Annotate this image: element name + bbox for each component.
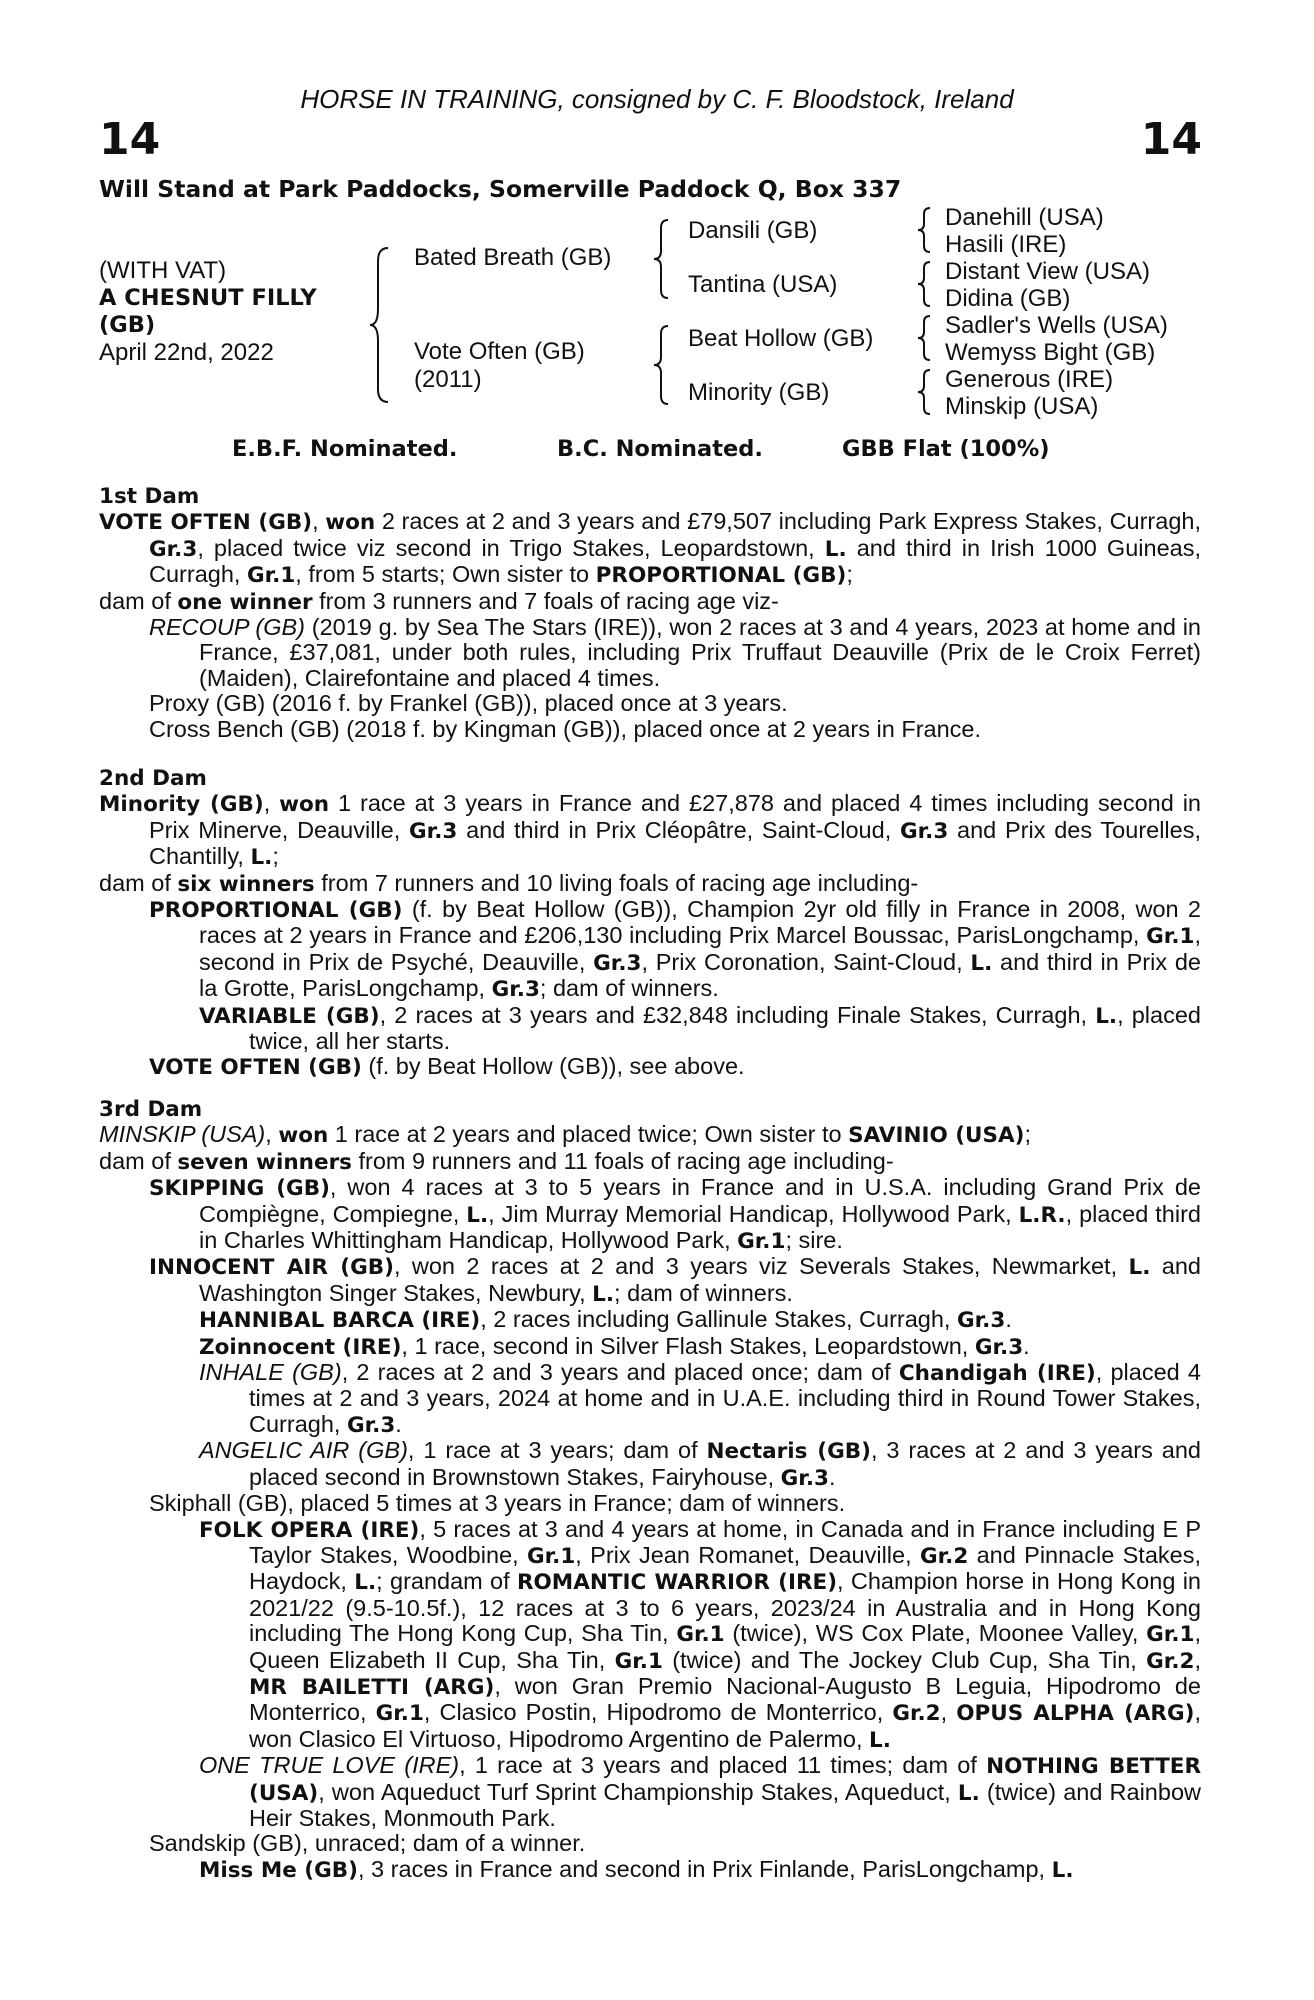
bold-text: won	[279, 792, 330, 818]
entry-text: , 2 races at 2 and 3 years and placed once; dam of	[341, 1359, 899, 1386]
pedigree-entry	[99, 1334, 1201, 1360]
entry-text: and third in Prix Cléopâtre, Saint-Cloud,	[457, 816, 900, 843]
entry-text: , Champion horse in Hong Kong in 2021/22 (9.5-10.5f.), 12 races at 3 to 6 years, 2023/24 in Australia and in Hong Kong including The Hong Kong Cup, Sha Tin,	[249, 1568, 1201, 1647]
entry-text: , won 4 races at 3 to 5 years in France and in U.S.A. including Grand Prix de Compiègne, Compiegne,	[199, 1174, 1201, 1227]
vat-label: (WITH VAT)	[99, 257, 227, 284]
entry-text: .	[395, 1410, 402, 1437]
bold-text: Chandigah (IRE)	[898, 1361, 1096, 1387]
entry-text: dam of	[99, 869, 178, 896]
entry-text: , second in Prix de Psyché, Deauville,	[199, 922, 1201, 975]
bold-text: Gr.3	[346, 1412, 396, 1438]
italic-text: RECOUP (GB)	[149, 614, 306, 641]
bold-text: Gr.3	[491, 977, 540, 1003]
gen3-brace-2	[916, 260, 934, 308]
entry-text: and third in Prix de la Grotte, ParisLongchamp,	[199, 948, 1201, 1002]
bold-text: Nectaris (GB)	[706, 1439, 871, 1465]
bold-text: L.	[1128, 1255, 1151, 1281]
entry-text: Proxy (GB) (2016 f. by Frankel (GB)), placed once at 3 years.	[149, 690, 788, 717]
entry-text: and Prix des Tourelles, Chantilly,	[149, 816, 1201, 870]
bold-text: HANNIBAL BARCA (IRE)	[199, 1308, 481, 1334]
pedigree-entry	[99, 1438, 1201, 1491]
pedigree-entry	[99, 1149, 1201, 1175]
bold-text: PROPORTIONAL (GB)	[595, 563, 847, 589]
entry-text: ; sire.	[785, 1227, 843, 1254]
gen3-5: Sadler's Wells (USA)	[945, 312, 1168, 339]
gen3-4: Didina (GB)	[945, 285, 1071, 312]
sire-brace	[652, 218, 672, 302]
bold-text: Zoinnocent (IRE)	[199, 1334, 402, 1360]
pedigree-entry	[99, 1003, 1201, 1055]
pedigree-entry	[99, 1517, 1201, 1754]
subject-country: (GB)	[99, 312, 156, 338]
pedigree-entry	[99, 691, 1201, 716]
dam-heading: 2nd Dam	[99, 766, 207, 791]
entry-text: , won 2 races at 2 and 3 years viz Severals Stakes, Newmarket,	[393, 1253, 1129, 1280]
entry-text: , 2 races at 3 years and £32,848 including Finale Stakes, Curragh,	[379, 1001, 1096, 1028]
bold-text: L.	[250, 845, 273, 871]
bold-text: Gr.1	[1146, 1622, 1195, 1648]
dam-year: (2011)	[414, 366, 482, 393]
bold-text: NOTHING BETTER (USA)	[249, 1754, 1202, 1806]
lot-number-left: 14	[99, 114, 161, 165]
sire-name: Bated Breath (GB)	[414, 244, 612, 271]
subject-brace	[368, 245, 392, 405]
entry-text: Sandskip (GB), unraced; dam of a winner.	[149, 1830, 586, 1857]
pedigree-entry	[99, 1831, 1201, 1856]
gen3-2: Hasili (IRE)	[945, 231, 1067, 258]
entry-text: .	[1005, 1306, 1012, 1333]
entry-text: , won Clasico El Virtuoso, Hipodromo Argentino de Palermo,	[249, 1699, 1201, 1752]
first-dam-section	[99, 484, 1201, 742]
entry-text: (twice) and The Jockey Club Cup, Sha Tin,	[662, 1646, 1147, 1673]
entry-text: ;	[1024, 1121, 1031, 1148]
entry-text: , 1 race at 3 years; dam of	[407, 1437, 707, 1464]
bold-text: Minority (GB)	[99, 792, 264, 818]
bold-text: OPUS ALPHA (ARG)	[956, 1701, 1195, 1727]
entry-text: from 3 runners and 7 foals of racing age viz-	[312, 587, 779, 614]
entry-text: ; dam of winners.	[614, 1279, 793, 1306]
bold-text: SKIPPING (GB)	[149, 1176, 330, 1202]
consignment-line: HORSE IN TRAINING, consigned by C. F. Bloodstock, Ireland	[300, 84, 1014, 114]
pedigree-entry	[99, 1307, 1201, 1333]
gen3-1: Danehill (USA)	[945, 204, 1104, 231]
entry-text: .	[1023, 1332, 1030, 1359]
entry-text: , from 5 starts; Own sister to	[295, 561, 596, 588]
gen3-3: Distant View (USA)	[945, 258, 1150, 285]
bold-text: seven winners	[177, 1149, 352, 1175]
entry-text: , placed twice, all her starts.	[249, 1001, 1201, 1055]
bold-text: Gr.3	[409, 818, 458, 844]
entry-text: , won Gran Premio Nacional-Augusto B Leguia, Hipodromo de Monterrico,	[249, 1672, 1201, 1726]
bold-text: Gr.3	[957, 1308, 1006, 1334]
pedigree-entry	[99, 615, 1201, 691]
bold-text: six winners	[177, 871, 315, 897]
entry-text: from 9 runners and 11 foals of racing age including-	[351, 1147, 894, 1174]
entry-text: 1 race at 2 years and placed twice; Own sister to	[328, 1121, 849, 1148]
bold-text: VARIABLE (GB)	[199, 1003, 380, 1029]
entry-text: ;	[846, 561, 853, 588]
dam-dam: Minority (GB)	[688, 379, 830, 406]
entry-text: from 7 runners and 10 living foals of racing age including-	[314, 869, 919, 896]
gen3-brace-4	[916, 368, 934, 416]
bold-text: VOTE OFTEN (GB)	[149, 1055, 362, 1081]
entry-text: dam of	[99, 1147, 178, 1174]
dam-name: Vote Often (GB)	[414, 338, 585, 365]
entry-text: 2 races at 2 and 3 years and £79,507 including Park Express Stakes, Curragh,	[375, 508, 1202, 535]
dam-heading: 1st Dam	[99, 484, 200, 509]
ebf-nomination: E.B.F. Nominated.	[232, 436, 458, 462]
bold-text: L.	[1095, 1003, 1118, 1029]
gen3-6: Wemyss Bight (GB)	[945, 339, 1156, 366]
entry-text: ,	[265, 1121, 279, 1148]
bold-text: won	[278, 1123, 329, 1149]
bold-text: Gr.1	[676, 1622, 725, 1648]
gen3-brace-1	[916, 206, 934, 254]
bold-text: Gr.1	[246, 563, 296, 589]
entry-text: (twice) and Rainbow Heir Stakes, Monmouth Park.	[249, 1778, 1201, 1831]
bold-text: ROMANTIC WARRIOR (IRE)	[516, 1570, 838, 1596]
pedigree-entry	[99, 717, 1201, 742]
pedigree-entry	[99, 791, 1201, 870]
entry-text: and third in Irish 1000 Guineas, Curragh,	[149, 534, 1201, 588]
entry-text: , 5 races at 3 and 4 years at home, in Canada and in France including E P Taylor Stakes, Woodbine,	[249, 1515, 1201, 1568]
bold-text: one winner	[177, 589, 313, 615]
pedigree-entry	[99, 1753, 1201, 1831]
gen3-8: Minskip (USA)	[945, 393, 1099, 420]
entry-text: , 3 races in France and second in Prix Finlande, ParisLongchamp,	[358, 1855, 1052, 1882]
entry-text: , 1 race, second in Silver Flash Stakes, Leopardstown,	[401, 1332, 975, 1359]
italic-text: INHALE (GB)	[199, 1359, 342, 1386]
pedigree-entry	[99, 897, 1201, 1003]
bold-text: SAVINIO (USA)	[848, 1123, 1025, 1149]
italic-text: ONE TRUE LOVE (IRE)	[199, 1752, 460, 1779]
entry-text: , 1 race at 3 years and placed 11 times; dam of	[459, 1752, 987, 1779]
bold-text: Gr.3	[974, 1334, 1024, 1360]
entry-text: ,	[263, 790, 280, 817]
bold-text: L.	[1051, 1857, 1074, 1883]
bold-text: L.R.	[1018, 1202, 1066, 1228]
entry-text: , 3 races at 2 and 3 years and placed second in Brownstown Stakes, Fairyhouse,	[249, 1437, 1201, 1490]
entry-text: , Prix Jean Romanet, Deauville,	[575, 1541, 920, 1568]
italic-text: MINSKIP (USA)	[99, 1121, 266, 1148]
bold-text: L.	[869, 1727, 891, 1753]
gen3-7: Generous (IRE)	[945, 366, 1114, 393]
subject-name: A CHESNUT FILLY	[99, 285, 317, 311]
bold-text: FOLK OPERA (IRE)	[199, 1517, 420, 1543]
sire-dam: Tantina (USA)	[688, 271, 838, 298]
entry-text: (twice), WS Cox Plate, Moonee Valley,	[724, 1620, 1147, 1647]
entry-text: ,	[940, 1699, 957, 1726]
italic-text: ANGELIC AIR (GB)	[199, 1437, 408, 1464]
entry-text: and Pinnacle Stakes, Haydock,	[249, 1541, 1201, 1595]
pedigree-entry	[99, 1857, 1201, 1883]
pedigree-entry	[99, 1175, 1201, 1254]
entry-text: , placed third in Charles Whittingham Handicap, Hollywood Park,	[199, 1200, 1201, 1254]
entry-text: Cross Bench (GB) (2018 f. by Kingman (GB)), placed once at 2 years in France.	[149, 715, 982, 742]
bold-text: VOTE OFTEN (GB)	[99, 510, 313, 536]
entry-text: ;	[272, 843, 279, 870]
entry-text: (f. by Beat Hollow (GB)), Champion 2yr old filly in France in 2008, won 2 races at 2 years in France and £206,130 including Prix Marcel Boussac, ParisLongchamp,	[199, 896, 1201, 949]
entry-text: , 2 races including Gallinule Stakes, Curragh,	[480, 1306, 957, 1333]
bold-text: won	[325, 510, 376, 536]
second-dam-section	[99, 766, 1201, 1081]
bold-text: L.	[354, 1570, 377, 1596]
bold-text: Gr.1	[375, 1701, 424, 1727]
entry-text: and Washington Singer Stakes, Newbury,	[199, 1253, 1201, 1306]
pedigree-entry	[99, 1491, 1201, 1516]
pedigree-entry	[99, 1054, 1201, 1080]
bold-text: L.	[824, 536, 847, 562]
bold-text: Gr.2	[919, 1543, 969, 1569]
bold-text: Gr.1	[526, 1543, 576, 1569]
bold-text: PROPORTIONAL (GB)	[149, 898, 403, 924]
pedigree-entry	[99, 589, 1201, 615]
bold-text: Gr.2	[892, 1701, 941, 1727]
third-dam-section	[99, 1097, 1201, 1883]
bold-text: Gr.3	[780, 1465, 829, 1491]
entry-text: ; dam of winners.	[539, 975, 719, 1002]
pedigree-entry	[99, 1360, 1201, 1438]
pedigree-entry	[99, 1254, 1201, 1307]
bold-text: Gr.2	[1146, 1648, 1195, 1674]
dam-sire: Beat Hollow (GB)	[688, 325, 874, 352]
bold-text: Gr.1	[737, 1229, 786, 1255]
entry-text: ; grandam of	[376, 1568, 517, 1595]
entry-text: , Queen Elizabeth II Cup, Sha Tin,	[249, 1620, 1201, 1673]
pedigree-entry	[99, 509, 1201, 588]
bold-text: Gr.1	[614, 1648, 663, 1674]
bold-text: Gr.3	[593, 950, 642, 976]
bold-text: L.	[957, 1780, 980, 1806]
bold-text: L.	[970, 950, 993, 976]
pedigree-entry	[99, 1122, 1201, 1148]
entry-text: , Prix Coronation, Saint-Cloud,	[641, 948, 971, 975]
bold-text: INNOCENT AIR (GB)	[149, 1255, 394, 1281]
bold-text: Gr.3	[899, 818, 949, 844]
entry-text: , won Aqueduct Turf Sprint Championship Stakes, Aqueduct,	[318, 1778, 958, 1805]
bold-text: Gr.1	[1146, 924, 1195, 950]
dam-heading: 3rd Dam	[99, 1097, 203, 1122]
dam-brace	[652, 324, 672, 408]
bold-text: L.	[466, 1202, 489, 1228]
entry-text: .	[828, 1463, 836, 1490]
bold-text: Gr.3	[149, 536, 198, 562]
sire-sire: Dansili (GB)	[688, 217, 818, 244]
entry-text: Skiphall (GB), placed 5 times at 3 years in France; dam of winners.	[149, 1490, 846, 1517]
lot-number-right: 14	[1140, 114, 1202, 165]
bold-text: MR BAILETTI (ARG)	[249, 1674, 495, 1700]
entry-text: , Clasico Postin, Hipodromo de Monterrico,	[423, 1699, 893, 1726]
entry-text: , placed 4 times at 2 and 3 years, 2024 at home and in U.A.E. including third in Round Tower Stakes, Curragh,	[249, 1359, 1201, 1437]
entry-text: (2019 g. by Sea The Stars (IRE)), won 2 races at 3 and 4 years, 2023 at home and in France, £37,081, under both rules, including Prix Truffaut Deauville (Prix de le Croix Ferret) (Maiden), Clairefontaine and placed 4 times.	[199, 614, 1201, 691]
entry-text: , Jim Murray Memorial Handicap, Hollywood Park,	[488, 1200, 1019, 1227]
gen3-brace-3	[916, 314, 934, 362]
entry-text: dam of	[99, 587, 178, 614]
stand-location: Will Stand at Park Paddocks, Somerville Paddock Q, Box 337	[99, 175, 902, 203]
gbb-flat: GBB Flat (100%)	[842, 436, 1050, 462]
entry-text: ,	[1194, 1646, 1201, 1673]
pedigree-entry	[99, 871, 1201, 897]
entry-text: (f. by Beat Hollow (GB)), see above.	[361, 1053, 745, 1080]
bold-text: L.	[592, 1281, 615, 1307]
bold-text: Miss Me (GB)	[199, 1857, 358, 1883]
entry-text: ,	[312, 508, 326, 535]
entry-text: , placed twice viz second in Trigo Stakes, Leopardstown,	[197, 534, 825, 561]
bc-nomination: B.C. Nominated.	[557, 436, 763, 462]
entry-text: 1 race at 3 years in France and £27,878 and placed 4 times including second in Prix Minerve, Deauville,	[149, 790, 1201, 843]
foaling-date: April 22nd, 2022	[99, 339, 274, 366]
